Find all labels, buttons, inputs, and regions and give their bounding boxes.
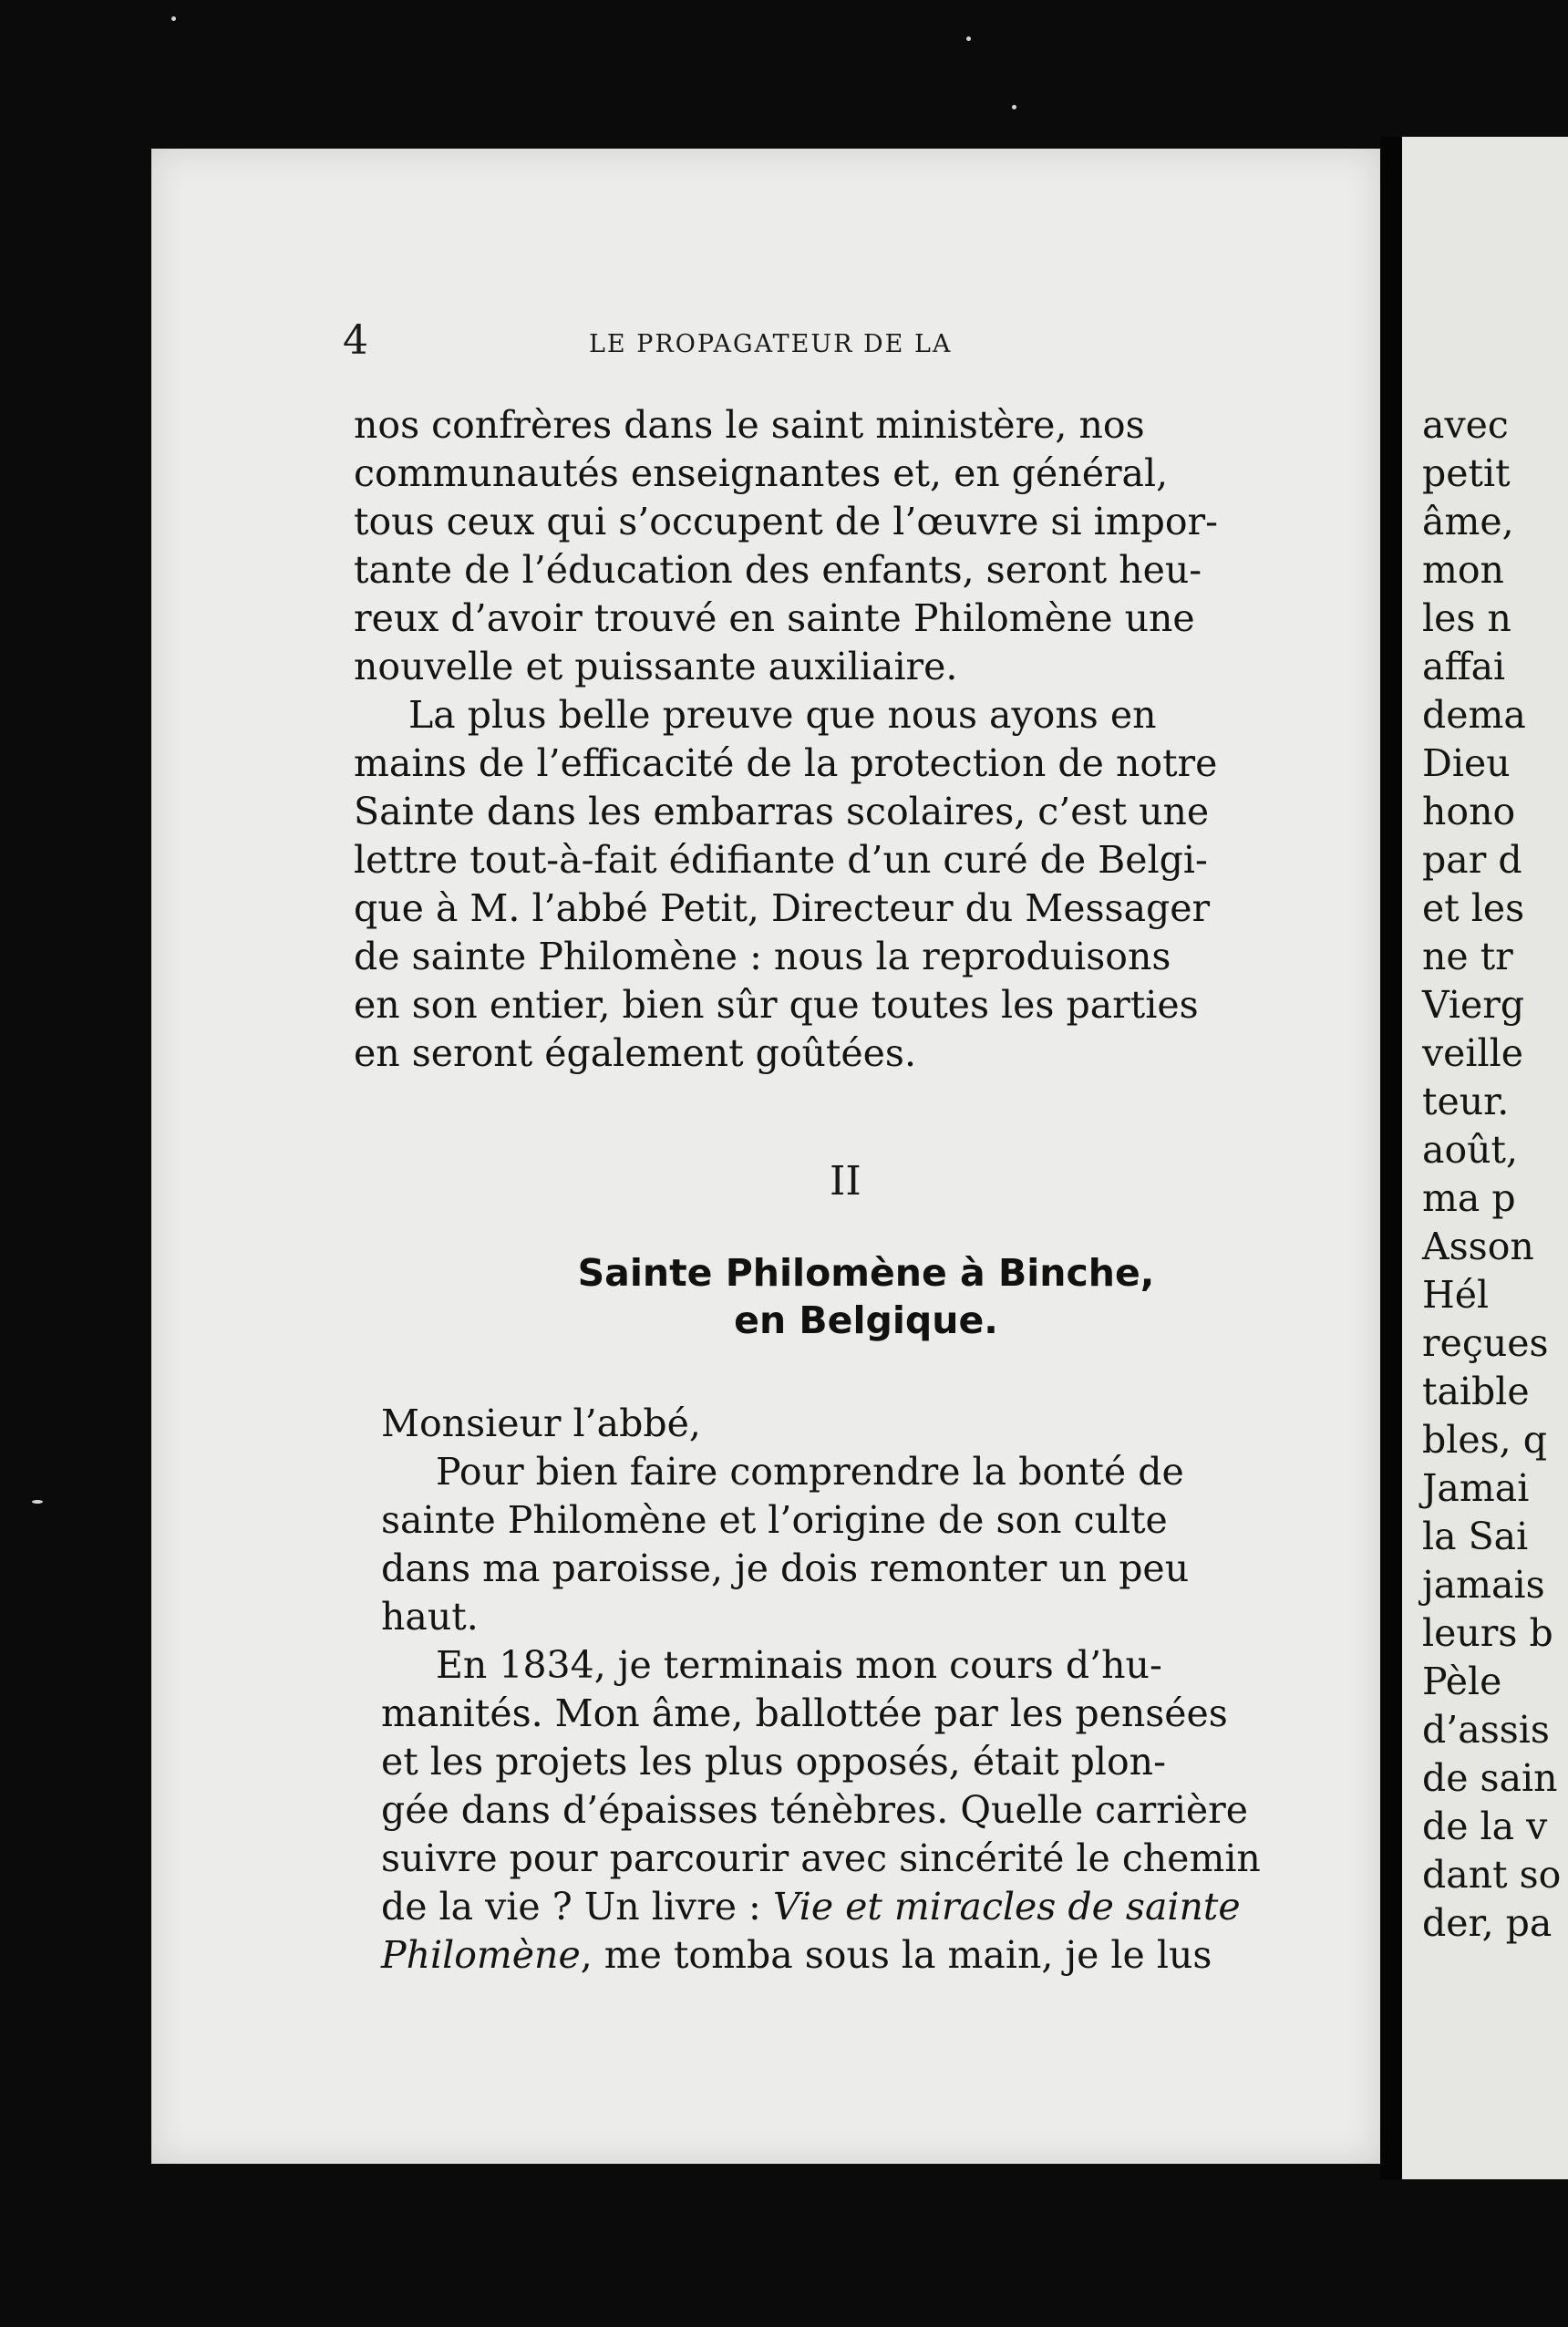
text-line: et les projets les plus opposés, était plon- xyxy=(381,1740,1166,1784)
right-text-line: ne tr xyxy=(1422,935,1513,978)
text-line: Philomène, me tomba sous la main, je le lus xyxy=(381,1933,1212,1977)
right-text-line: de sain xyxy=(1422,1756,1558,1800)
text-line: communautés enseignantes et, en général, xyxy=(354,451,1169,495)
text-line: sainte Philomène et l’origine de son culte xyxy=(381,1498,1168,1542)
text-line: En 1834, je terminais mon cours d’hu- xyxy=(436,1643,1162,1687)
right-text-line: leurs b xyxy=(1422,1611,1553,1655)
body-paragraphs xyxy=(354,401,1320,1078)
text-line: de la vie ? Un livre : Vie et miracles de sainte xyxy=(381,1885,1241,1929)
right-text-line: âme, xyxy=(1422,500,1514,543)
book-gutter xyxy=(1380,137,1402,2179)
text-line: nouvelle et puissante auxiliaire. xyxy=(354,645,958,688)
right-text-line: et les xyxy=(1422,886,1525,930)
dust-speck xyxy=(171,16,176,21)
right-text-line: avec xyxy=(1422,403,1509,447)
right-text-line: dema xyxy=(1422,693,1526,737)
section-title-line: en Belgique. xyxy=(734,1298,998,1342)
section-title-line: Sainte Philomène à Binche, xyxy=(577,1251,1155,1295)
text-line: suivre pour parcourir avec sincérité le chemin xyxy=(381,1836,1261,1880)
text-line: reux d’avoir trouvé en sainte Philomène une xyxy=(354,596,1195,640)
page-number: 4 xyxy=(343,317,368,364)
text-line: nos confrères dans le saint ministère, nos xyxy=(354,403,1145,447)
right-text-line: dant so xyxy=(1422,1853,1562,1897)
text-line: en seront également goûtées. xyxy=(354,1031,917,1075)
right-text-line: Dieu xyxy=(1422,741,1511,785)
text-line: Sainte dans les embarras scolaires, c’est une xyxy=(354,790,1210,833)
right-text-line: bles, q xyxy=(1422,1418,1547,1462)
right-text-line: Jamai xyxy=(1422,1466,1530,1510)
dust-speck xyxy=(32,1500,43,1504)
text-line: en son entier, bien sûr que toutes les parties xyxy=(354,983,1199,1027)
section-title xyxy=(492,1249,1240,1344)
section-number: II xyxy=(830,1158,861,1205)
running-header xyxy=(343,317,1336,372)
right-text-line: taible xyxy=(1422,1370,1530,1413)
dust-speck xyxy=(966,36,971,41)
right-text-line: d’assis xyxy=(1422,1708,1550,1752)
right-text-line: Vierg xyxy=(1422,983,1525,1027)
book-title: Vie et miracles de sainte xyxy=(772,1885,1241,1929)
text-line: mains de l’efficacité de la protection de notre xyxy=(354,741,1218,785)
text-line: dans ma paroisse, je dois remonter un peu xyxy=(381,1546,1190,1590)
right-text-line: de la v xyxy=(1422,1805,1548,1848)
right-text-line: jamais xyxy=(1422,1563,1545,1607)
text-line: haut. xyxy=(381,1595,479,1639)
right-text-line: Asson xyxy=(1422,1225,1534,1268)
right-text-line: petit xyxy=(1422,451,1511,495)
text-line: tante de l’éducation des enfants, seront heu- xyxy=(354,548,1202,592)
right-text-line: par d xyxy=(1422,838,1522,882)
text-line: gée dans d’épaisses ténèbres. Quelle carrière xyxy=(381,1788,1249,1832)
text-line: que à M. l’abbé Petit, Directeur du Messager xyxy=(354,886,1211,930)
right-text-line: affai xyxy=(1422,645,1506,688)
salutation: Monsieur l’abbé, xyxy=(381,1401,701,1445)
right-text-line: hono xyxy=(1422,790,1516,833)
right-text-line: les n xyxy=(1422,596,1511,640)
right-text-line: mon xyxy=(1422,548,1504,592)
right-text-line: teur. xyxy=(1422,1080,1510,1123)
right-text-line: Hél xyxy=(1422,1273,1490,1317)
right-text-line: août, xyxy=(1422,1128,1519,1172)
right-text-line: ma p xyxy=(1422,1176,1516,1220)
right-text-line: la Sai xyxy=(1422,1515,1529,1558)
right-text-line: veille xyxy=(1422,1031,1524,1075)
text-line: Pour bien faire comprendre la bonté de xyxy=(436,1450,1184,1494)
text-line: lettre tout-à-fait édifiante d’un curé de Belgi- xyxy=(354,838,1208,882)
right-page-text xyxy=(1422,401,1561,1948)
right-text-line: der, pa xyxy=(1422,1901,1553,1945)
running-title: LE PROPAGATEUR DE LA xyxy=(589,330,953,358)
text-line: manités. Mon âme, ballottée par les pensées xyxy=(381,1691,1228,1735)
text-line: de sainte Philomène : nous la reproduisons xyxy=(354,935,1171,978)
text-line: tous ceux qui s’occupent de l’œuvre si impor- xyxy=(354,500,1218,543)
letter-body xyxy=(381,1400,1347,1980)
right-text-line: reçues xyxy=(1422,1321,1549,1365)
right-page xyxy=(1402,137,1568,2179)
text-line: La plus belle preuve que nous ayons en xyxy=(408,693,1157,737)
right-text-line: Pèle xyxy=(1422,1660,1502,1703)
dust-speck xyxy=(1012,105,1016,109)
book-title: Philomène xyxy=(381,1933,581,1977)
